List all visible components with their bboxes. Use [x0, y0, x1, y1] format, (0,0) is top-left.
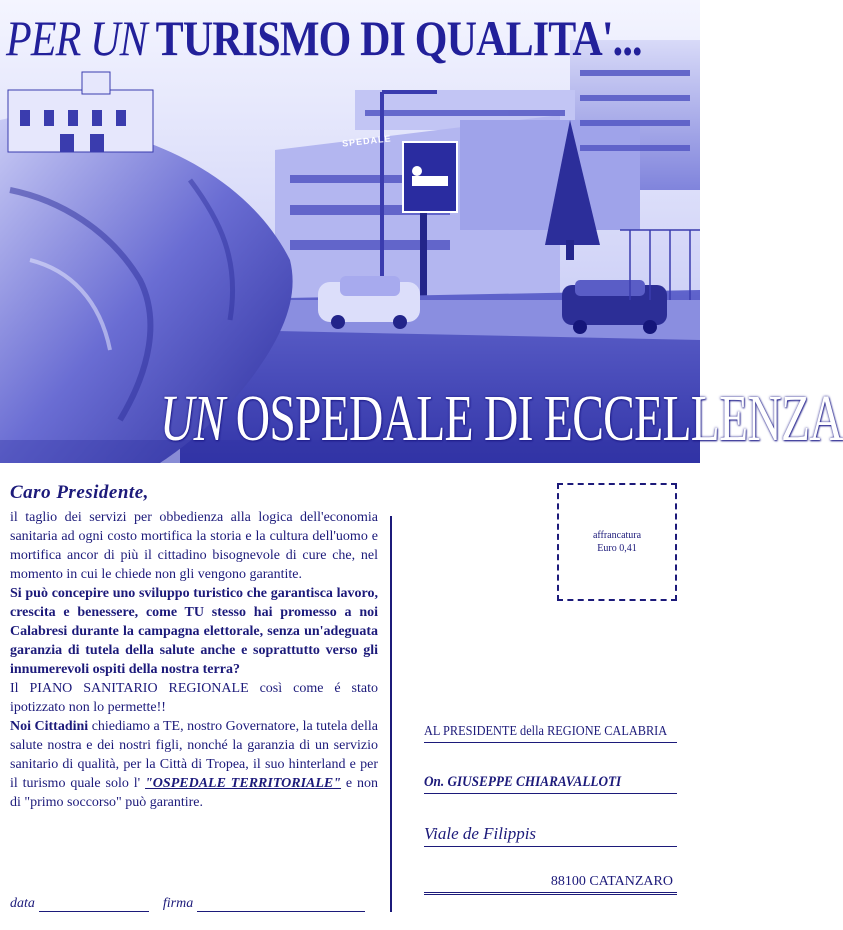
- headline-bold: TURISMO DI QUALITA'...: [146, 10, 642, 66]
- headline: [6, 10, 642, 66]
- paragraph-4: [10, 717, 378, 812]
- address-line-1-text: AL PRESIDENTE della REGIONE CALABRIA: [424, 724, 668, 739]
- address-line-3: Viale de Filippis: [424, 822, 677, 847]
- paragraph-1: il taglio dei servizi per obbedienza alla logica dell'economia sanitaria ad ogni costo mortifica la storia e la cultura dell'uomo e mortifica ancor di più il cittadino bisognevole di cure che, nel momento in cui le chiede non gli vengono garantite.: [10, 510, 378, 582]
- stamp-label: affrancatura: [592, 530, 642, 541]
- subheadline-italic: UN: [160, 382, 225, 455]
- address-line-2-text: On. GIUSEPPE CHIARAVALLOTI: [424, 774, 622, 790]
- stamp-box: [557, 483, 677, 601]
- stamp-price: Euro 0,41: [597, 543, 637, 554]
- date-label: data: [10, 896, 35, 911]
- paragraph-2: Si può concepire uno sviluppo turistico che garantisca lavoro, crescita e benessere, come TU stesso hai promesso a noi Calabresi durante la campagna elettorale, senza un'adeguata garanzia di tutela della salute anche e soprattutto verso gli innumerevoli ospiti della nostra terra?: [10, 586, 378, 677]
- signature-line[interactable]: [197, 898, 365, 912]
- paragraph-4-end: e non di "primo soccorso" può garantire.: [10, 776, 378, 810]
- date-line[interactable]: [39, 898, 149, 912]
- address-line-4: 88100 CATANZARO: [424, 872, 677, 895]
- header-photo-band: [0, 0, 843, 463]
- address-line-1: [424, 722, 677, 743]
- paragraph-4-highlight: "OSPEDALE TERRITORIALE": [145, 776, 342, 791]
- salutation: Caro Presidente,: [10, 482, 149, 503]
- paragraph-4-text: chiediamo a TE, nostro Governatore, la tutela della salute nostra e dei nostri figli, nonché la garanzia di un servizio sanitario di qualità, per la Città di Tropea, il suo hinterland e per il turismo quale solo l': [10, 719, 378, 791]
- subheadline: [160, 384, 843, 454]
- signature-label: firma: [162, 896, 194, 911]
- address-line-2: [424, 771, 677, 794]
- vertical-divider: [390, 516, 392, 912]
- paragraph-4-bold: Noi Cittadini: [10, 719, 89, 734]
- letter-body: [10, 480, 378, 812]
- signature-row: [10, 896, 378, 912]
- headline-italic: PER UN: [6, 10, 147, 66]
- paragraph-3: Il PIANO SANITARIO REGIONALE così come é stato ipotizzato non lo permette!!: [10, 681, 378, 715]
- subheadline-regular: OSPEDALE DI ECCELLENZA: [224, 382, 843, 455]
- hospital-sign-text: SPEDALE: [341, 133, 392, 149]
